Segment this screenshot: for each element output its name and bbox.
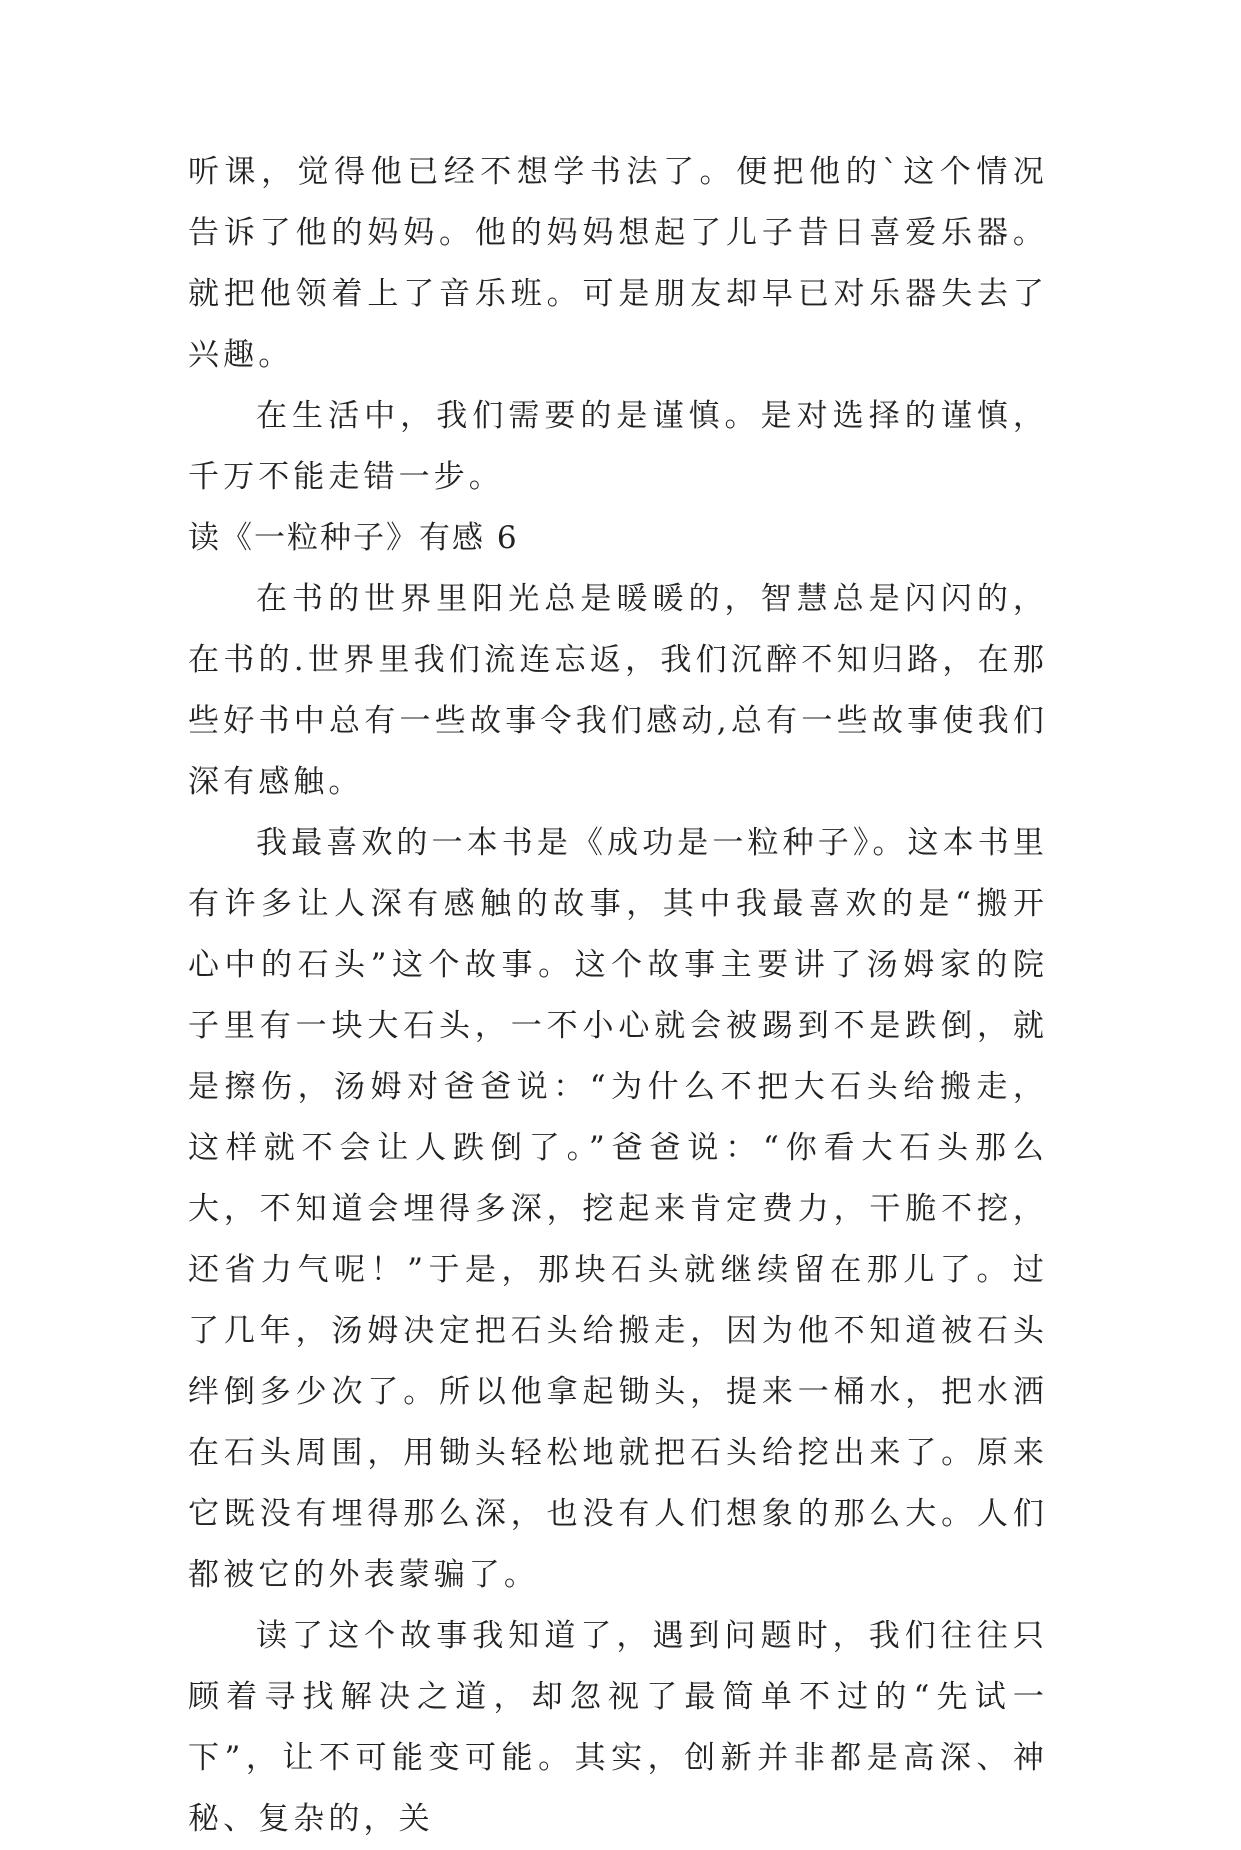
section-paragraph-1: 在书的世界里阳光总是暖暖的，智慧总是闪闪的，在书的.世界里我们流连忘返，我们沉醉不知归路，在那些好书中总有一些故事令我们感动,总有一些故事使我们深有感触。 [188, 581, 1048, 800]
closing-paragraph: 在生活中，我们需要的是谨慎。是对选择的谨慎，千万不能走错一步。 [188, 398, 1048, 495]
document-body [188, 142, 1048, 1850]
continued-paragraph: 听课，觉得他已经不想学书法了。便把他的`这个情况告诉了他的妈妈。他的妈妈想起了儿子昔日喜爱乐器。就把他领着上了音乐班。可是朋友却早已对乐器失去了兴趣。 [188, 154, 1048, 373]
section-paragraph-2: 我最喜欢的一本书是《成功是一粒种子》。这本书里有许多让人深有感触的故事，其中我最喜欢的是“搬开心中的石头”这个故事。这个故事主要讲了汤姆家的院子里有一块大石头，一不小心就会被踢到不是跌倒，就是擦伤，汤姆对爸爸说：“为什么不把大石头给搬走，这样就不会让人跌倒了。”爸爸说：“你看大石头那么大，不知道会埋得多深，挖起来肯定费力，干脆不挖，还省力气呢！”于是，那块石头就继续留在那儿了。过了几年，汤姆决定把石头给搬走，因为他不知道被石头绊倒多少次了。所以他拿起锄头，提来一桶水，把水洒在石头周围，用锄头轻松地就把石头给挖出来了。原来它既没有埋得那么深，也没有人们想象的那么大。人们都被它的外表蒙骗了。 [188, 825, 1048, 1593]
section-paragraph-3: 读了这个故事我知道了，遇到问题时，我们往往只顾着寻找解决之道，却忽视了最简单不过的“先试一下”，让不可能变可能。其实，创新并非都是高深、神秘、复杂的，关 [188, 1618, 1048, 1837]
section-heading: 读《一粒种子》有感 6 [188, 520, 519, 556]
